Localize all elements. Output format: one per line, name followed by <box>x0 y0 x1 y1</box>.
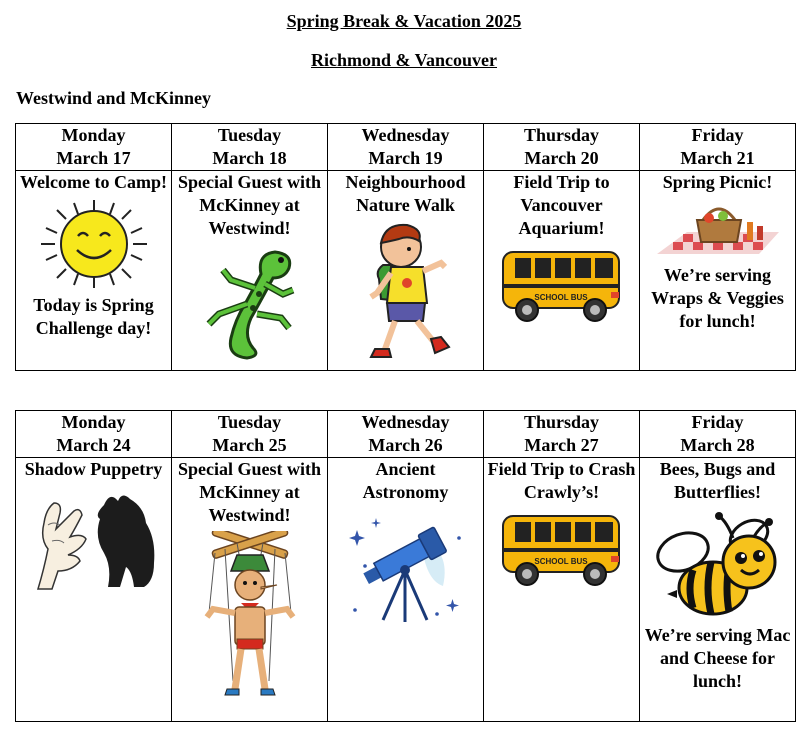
activity-text: Special Guest with McKinney at Westwind! <box>177 459 321 525</box>
telescope-icon <box>341 508 471 626</box>
week-1-header-row <box>16 124 796 171</box>
subtitle: Westwind and McKinney <box>16 88 212 108</box>
gecko-icon <box>195 244 305 362</box>
activity-cell <box>16 171 172 371</box>
day-header: Thursday March 27 <box>484 411 640 458</box>
activity-cell <box>640 171 796 371</box>
day-header: Monday March 17 <box>16 124 172 171</box>
activity-cell <box>16 458 172 722</box>
day-header: Wednesday March 19 <box>328 124 484 171</box>
activity-text: Neighbourhood Nature Walk <box>345 172 466 215</box>
activity-note: We’re serving Mac and Cheese for lunch! <box>644 625 791 691</box>
day-header: Tuesday March 25 <box>172 411 328 458</box>
week-2-table <box>15 410 796 722</box>
bus-label: SCHOOL BUS <box>533 293 588 302</box>
activity-note: Today is Spring Challenge day! <box>33 295 154 338</box>
day-header: Friday March 21 <box>640 124 796 171</box>
bee-icon <box>653 508 783 620</box>
activity-cell <box>172 458 328 722</box>
week-2-activity-row <box>16 458 796 722</box>
marionette-icon <box>195 531 305 709</box>
page-title: Spring Break & Vacation 2025 <box>286 11 522 31</box>
sun-icon <box>29 198 159 290</box>
activity-text: Field Trip to Vancouver Aquarium! <box>513 172 610 238</box>
bus-label: SCHOOL BUS <box>533 557 588 566</box>
activity-cell <box>640 458 796 722</box>
picnic-basket-icon <box>653 198 783 260</box>
school-bus-icon <box>497 508 627 592</box>
location-title: Richmond & Vancouver <box>310 50 498 70</box>
activity-cell <box>484 171 640 371</box>
activity-cell <box>328 458 484 722</box>
day-header: Wednesday March 26 <box>328 411 484 458</box>
school-bus-icon <box>497 244 627 328</box>
activity-text: Shadow Puppetry <box>24 459 163 479</box>
activity-text: Bees, Bugs and Butterflies! <box>659 459 776 502</box>
day-header: Monday March 24 <box>16 411 172 458</box>
week-1-activity-row <box>16 171 796 371</box>
activity-text: Special Guest with McKinney at Westwind! <box>177 172 321 238</box>
week-1-table <box>15 123 796 371</box>
walking-boy-icon <box>351 221 461 367</box>
activity-text: Spring Picnic! <box>662 172 773 192</box>
activity-text: Ancient Astronomy <box>362 459 449 502</box>
activity-cell <box>328 171 484 371</box>
day-header: Friday March 28 <box>640 411 796 458</box>
activity-cell <box>484 458 640 722</box>
week-2-header-row <box>16 411 796 458</box>
day-header: Tuesday March 18 <box>172 124 328 171</box>
day-header: Thursday March 20 <box>484 124 640 171</box>
shadow-puppet-icon <box>24 485 164 595</box>
activity-note: We’re serving Wraps & Veggies for lunch! <box>651 265 784 331</box>
activity-text: Field Trip to Crash Crawly’s! <box>487 459 636 502</box>
activity-cell <box>172 171 328 371</box>
activity-text: Welcome to Camp! <box>20 172 167 192</box>
